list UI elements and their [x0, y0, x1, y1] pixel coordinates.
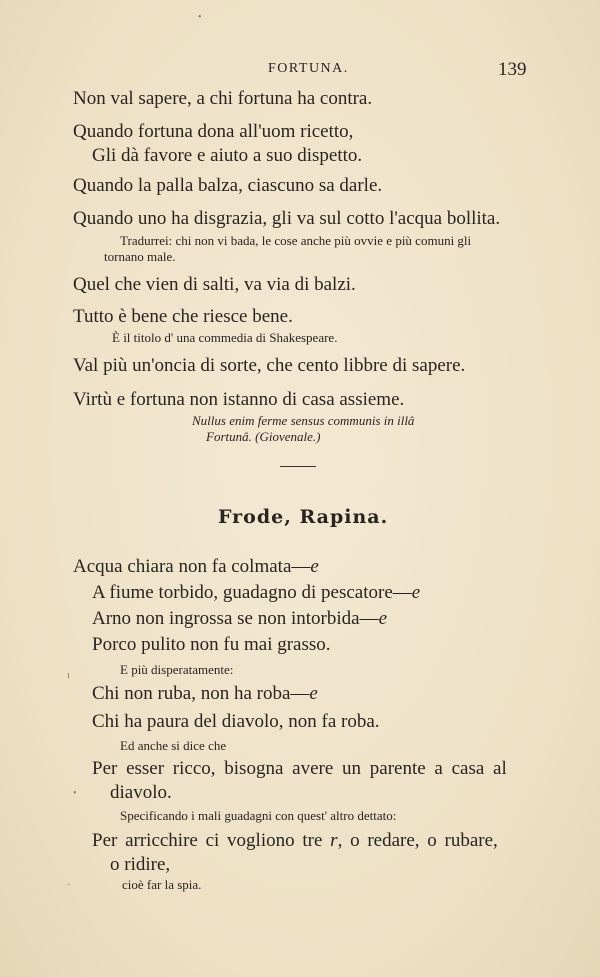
speck-mark: •	[73, 788, 77, 799]
proverb-line: Porco pulito non fu mai grasso.	[92, 634, 331, 655]
proverb-text: A fiume torbido, guadagno di pescatore	[92, 582, 393, 603]
proverb-line: diavolo.	[110, 782, 172, 803]
latin-word: Fortunâ.	[206, 429, 252, 444]
proverb-line: Tutto è bene che riesce bene.	[73, 306, 293, 327]
note-line	[206, 429, 320, 445]
running-title: FORTUNA.	[268, 61, 349, 76]
proverb-line: Chi ha paura del diavolo, non fa roba.	[92, 711, 380, 732]
proverb-text: , o redare, o rubare,	[337, 830, 498, 851]
page-number: 139	[498, 59, 527, 80]
proverb-line	[73, 556, 319, 578]
proverb-line: Quel che vien di salti, va via di balzi.	[73, 274, 356, 295]
conjunction-e: e	[411, 582, 421, 603]
note-line: Specificando i mali guadagni con quest' altro dettato:	[120, 808, 397, 823]
proverb-line: o ridire,	[110, 854, 171, 875]
proverb-line: Quando la palla balza, ciascuno sa darle.	[73, 175, 383, 196]
proverb-line: Quando uno ha disgrazia, gli va sul cotto l'acqua bollita.	[73, 208, 501, 229]
proverb-line: Virtù e fortuna non istanno di casa assieme.	[73, 389, 405, 410]
proverb-line: Val più un'oncia di sorte, che cento libbre di sapere.	[73, 355, 466, 376]
note-line: E più disperatamente:	[120, 662, 234, 677]
em-dash: —	[359, 608, 379, 629]
conjunction-e: e	[309, 683, 318, 704]
letter-r: r	[330, 830, 338, 851]
proverb-text: Acqua chiara non fa colmata	[73, 556, 292, 577]
proverb-line	[92, 683, 318, 705]
conjunction-e: e	[310, 556, 319, 577]
note-line: Nullus enim ferme sensus communis in illâ	[192, 413, 415, 428]
speck-mark: ı	[67, 670, 70, 681]
note-line: È il titolo d' una commedia di Shakespeare.	[112, 330, 338, 345]
note-line: Ed anche si dice che	[120, 738, 227, 753]
proverb-line: Gli dà favore e aiuto a suo dispetto.	[92, 145, 363, 166]
proverb-line	[92, 608, 387, 630]
speck-mark: ·	[67, 880, 71, 891]
proverb-line	[92, 830, 498, 852]
proverb-line: Per esser ricco, bisogna avere un parente a casa al	[92, 758, 507, 779]
em-dash: —	[290, 683, 310, 704]
speck-mark: •	[198, 12, 202, 23]
note-line: Tradurrei: chi non vi bada, le cose anche più ovvie e più comuni gli	[120, 233, 472, 248]
proverb-text: Chi non ruba, non ha roba	[92, 683, 291, 704]
proverb-text: Arno non ingrossa se non intorbida	[92, 608, 360, 629]
note-line: tornano male.	[104, 249, 176, 264]
section-title: Frode, Rapina.	[218, 506, 389, 528]
proverb-text: Per arricchire ci vogliono tre	[92, 830, 323, 851]
note-line: cioè far la spia.	[122, 877, 202, 892]
proverb-line: Non val sapere, a chi fortuna ha contra.	[73, 88, 373, 109]
conjunction-e: e	[378, 608, 387, 629]
citation: (Giovenale.)	[255, 429, 321, 444]
proverb-line: Quando fortuna dona all'uom ricetto,	[73, 121, 354, 142]
proverb-line	[92, 582, 420, 604]
em-dash: —	[392, 582, 412, 603]
em-dash: —	[291, 556, 311, 577]
section-divider	[280, 466, 316, 467]
